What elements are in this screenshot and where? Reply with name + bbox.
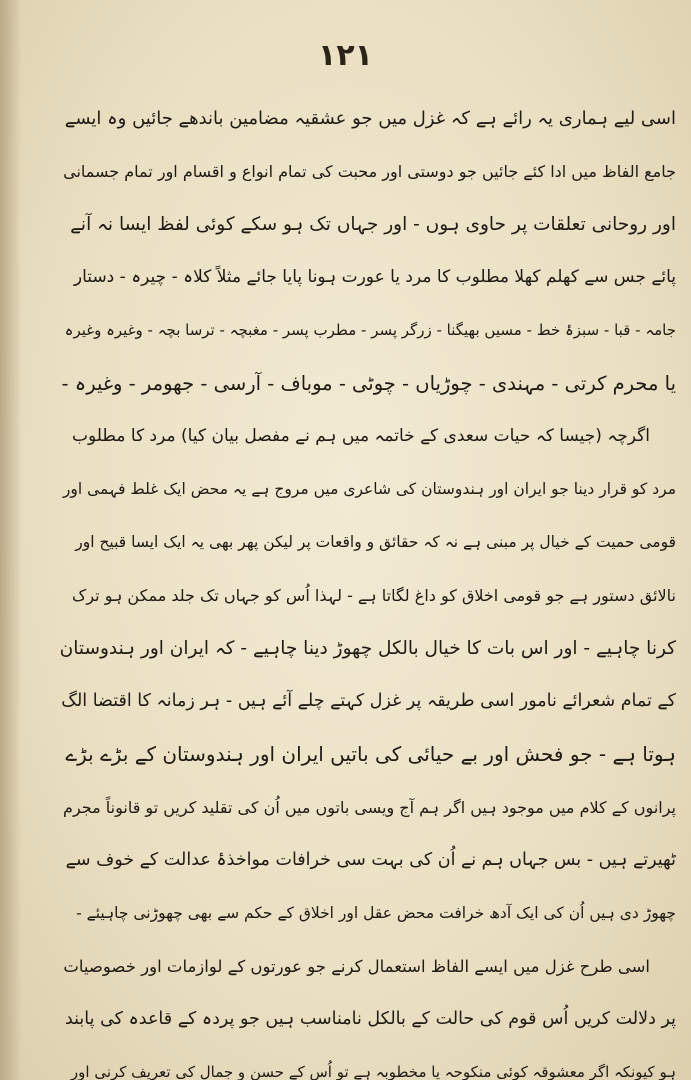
text-line: جامع الفاظ میں ادا کئے جائیں جو دوستی اور محبت کی تمام انواع و اقسام اور تمام جسمانی [63,162,676,181]
page-body-text [58,92,676,1080]
text-line: یا محرم کرتی - مہندی - چوڑیاں - چوٹی - موباف - آرسی - جھومر - وغیرہ - [61,372,676,395]
text-line: قومی حمیت کے خیال پر مبنی ہے نہ کہ حقائق و واقعات پر لیکن پھر بھی یہ ایک ایسا قبیح اور [75,533,676,551]
text-line: ٹھیرتے ہیں - بس جہاں ہم نے اُن کی بہت سی خرافات مواخذۂ عدالت کے خوف سے [65,850,676,870]
text-line: کے تمام شعرائے نامور اسی طریقہ پر غزل کہتے چلے آئے ہیں - ہر زمانہ کا اقتضا الگ [61,691,676,711]
text-line: مرد کو قرار دینا جو ایران اور ہندوستان کی شاعری میں مروج ہے یہ محض ایک غلط فہمی اور [62,480,676,498]
page-number: ۱۲۱ [318,38,373,73]
text-line: ہو کیونکہ اگر معشوقہ کوئی منکوحہ یا مخطوبہ ہے تو اُس کے حسن و جمال کی تعریف کرنی اور [70,1063,676,1080]
text-line: اسی لیے ہماری یہ رائے ہے کہ غزل میں جو عشقیہ مضامین باندھے جائیں وہ ایسے [64,108,676,129]
text-line: ہوتا ہے - جو فحش اور بے حیائی کی باتیں ایران اور ہندوستان کے بڑے بڑے [65,742,676,766]
page-binding-shadow [0,0,22,1080]
text-line: چھوڑ دی ہیں اُن کی ایک آدھ خرافت محض عقل اور اخلاق کے حکم سے بھی چھوڑنی چاہیئے - [76,904,676,922]
text-line: اسی طرح غزل میں ایسے الفاظ استعمال کرنے جو عورتوں کے لوازمات اور خصوصیات [63,957,650,976]
text-line: جامہ - قبا - سبزۂ خط - مسیں بھیگنا - زرگر پسر - مطرب پسر - مغبچہ - ترسا بچہ - وغیرہ وغیرہ [64,321,676,339]
text-line: نالائق دستور ہے جو قومی اخلاق کو داغ لگاتا ہے - لہذا اُس کو جہاں تک جلد ممکن ہو ترک [72,586,676,605]
text-line: کرنا چاہیے - اور اس بات کا خیال بالکل چھوڑ دینا چاہیے - کہ ایران اور ہندوستان [59,638,676,659]
text-line: پر دلالت کریں اُس قوم کی حالت کے بالکل نامناسب ہیں جو پردہ کے قاعدہ کی پابند [64,1009,676,1029]
text-line: پائے جس سے کھلم کھلا مطلوب کا مرد یا عورت ہونا پایا جائے مثلاً کلاہ - چیرہ - دستار [73,267,676,287]
text-line: اگرچہ (جیسا کہ حیات سعدی کے خاتمہ میں ہم نے مفصل بیان کیا) مرد کا مطلوب [72,426,650,446]
text-line: اور روحانی تعلقات پر حاوی ہوں - اور جہاں تک ہو سکے کوئی لفظ ایسا نہ آنے [70,214,676,235]
text-line: پرانوں کے کلام میں موجود ہیں اگر ہم آج ویسی باتوں میں اُن کی تقلید کریں تو قانوناً مجرم [63,798,676,817]
